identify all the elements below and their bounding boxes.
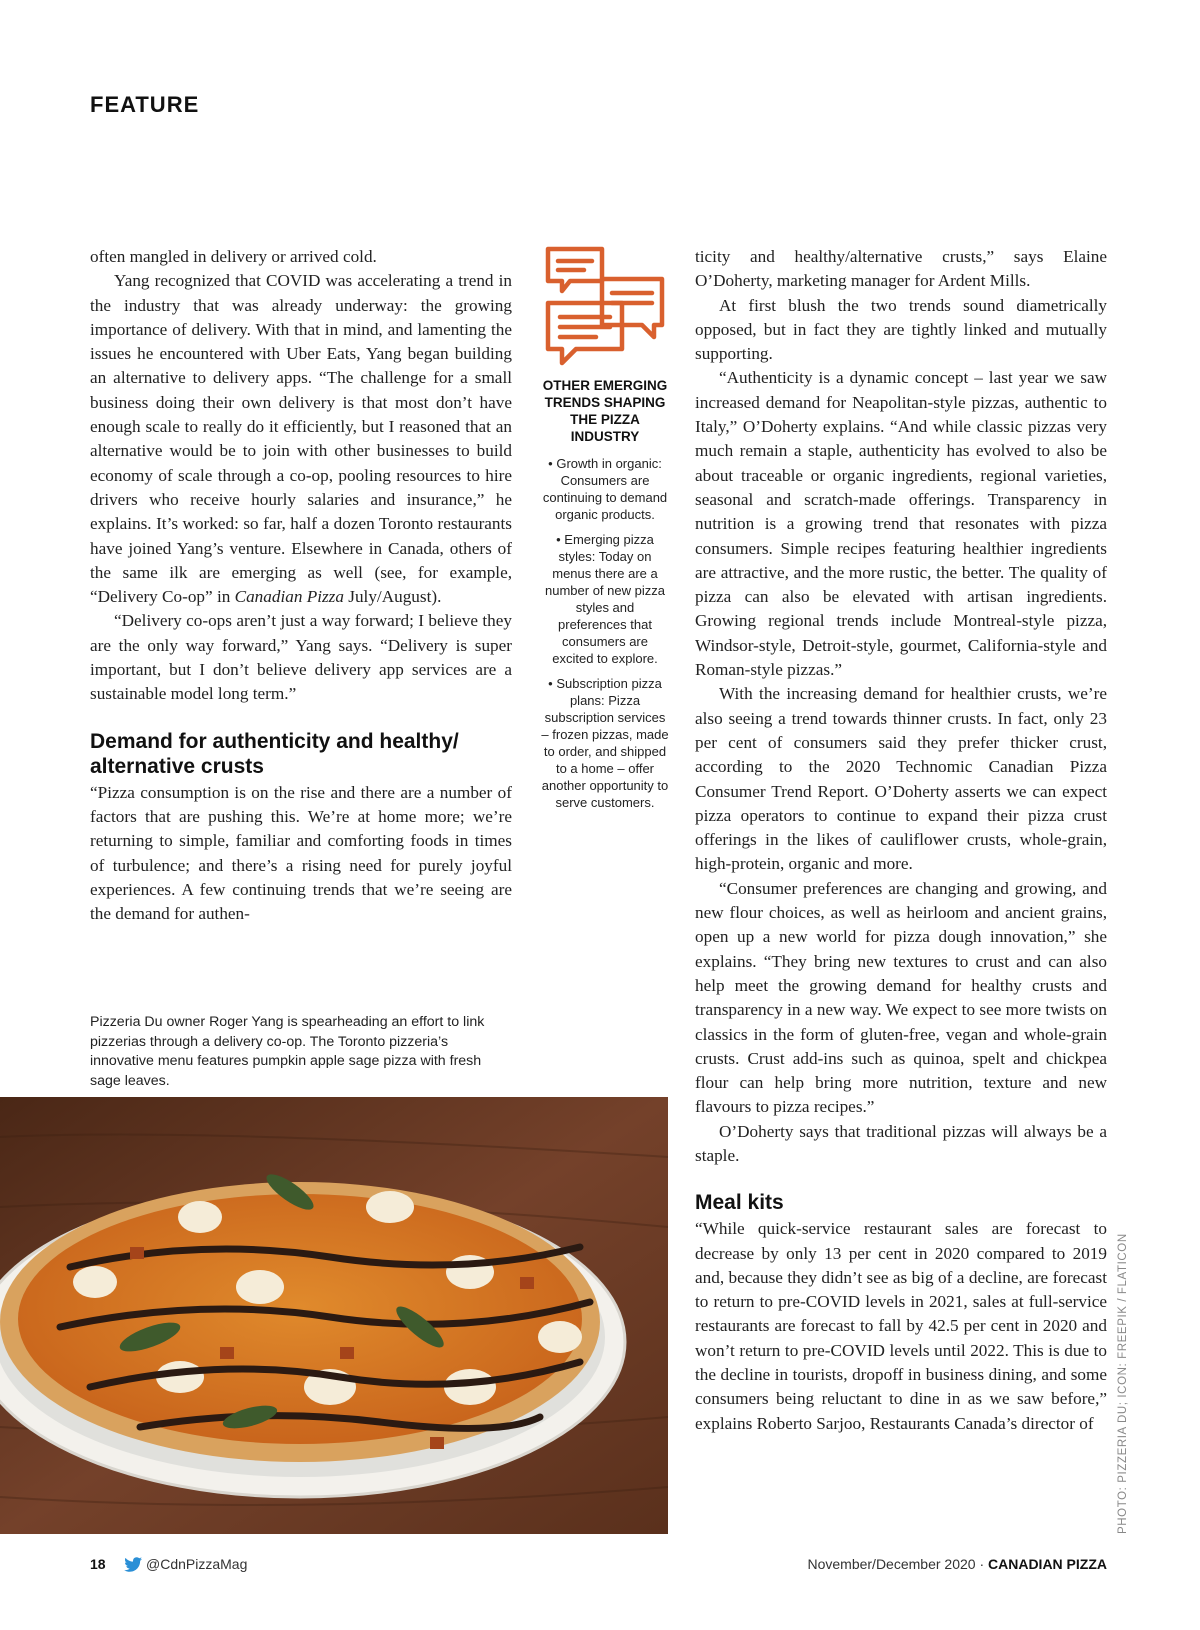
pizza-photo: [0, 1097, 668, 1534]
paragraph: “Authenticity is a dynamic concept – last year we saw increased demand for Neapolitan-style pizzas, authentic to Italy,” O’Doherty explains. “And while classic pizzas very much remain a staple, authenticity has evolved to also be about traceable or organic ingredients, regional varieties, seasonal and scratch-made offerings. Transparency in nutrition is a growing trend that resonates with pizza consumers. Simple recipes featuring healthier ingredients are attractive, and the more rustic, the better. The quality of pizza can also be elevated with artisan ingredients. Growing regional trends include Montreal-style pizza, Windsor-style, Detroit-style, gourmet, California-style and Roman-style pizzas.”: [695, 368, 1107, 680]
paragraph: “Delivery co-ops aren’t just a way forward; I believe they are the only way forward,” Yang says. “Delivery is super important, but I don’t believe delivery app services are a sustainable model long term.”: [90, 611, 512, 704]
subheading: Demand for authenticity and healthy/ alternative crusts: [90, 729, 459, 778]
social-handle[interactable]: [124, 1556, 247, 1572]
paragraph: ticity and healthy/alternative crusts,” says Elaine O’Doherty, marketing manager for Ardent Mills.: [695, 247, 1107, 291]
issue-info: [807, 1556, 1107, 1572]
paragraph: “Pizza consumption is on the rise and there are a number of factors that are pushing this. We’re at home more; we’re returning to simple, familiar and comforting foods in times of turbulence; and there’s a rising need for purely joyful experiences. A few continuing trends that we’re seeing are the demand for authen-: [90, 782, 512, 924]
paragraph: At first blush the two trends sound diametrically opposed, but in fact they are tightly linked and mutually supporting.: [695, 295, 1107, 364]
sidebar-item: • Emerging pizza styles: Today on menus there are a number of new pizza styles and preferences that consumers are excited to explore.: [545, 532, 665, 666]
sidebar-title: OTHER EMERGING TRENDS SHAPING THE PIZZA INDUSTRY: [542, 378, 668, 444]
paragraph: “While quick-service restaurant sales are forecast to decrease by only 13 per cent in 2020 compared to 2019 and, because they didn’t see as big of a decline, are forecast to return to pre-COVID levels in 2021, sales at full-service restaurants are forecast to fall by 42.5 per cent in 2020 and won’t return to pre-COVID levels until 2022. This is due to the decline in tourists, dropoff in business dining, and some consumers being reluctant to dine in as we saw before,” explains Roberto Sarjoo, Restaurants Canada’s director of: [695, 1219, 1107, 1433]
sidebar-item: • Growth in organic: Consumers are continuing to demand organic products.: [542, 456, 668, 522]
photo-caption: Pizzeria Du owner Roger Yang is spearheading an effort to link pizzerias through a delivery co-op. The Toronto pizzeria’s innovative menu features pumpkin apple sage pizza with fresh sage leaves.: [90, 1014, 485, 1089]
paragraph: often mangled in delivery or arrived cold.: [90, 247, 377, 266]
right-column: [695, 245, 1107, 1436]
paragraph: O’Doherty says that traditional pizzas will always be a staple.: [695, 1121, 1107, 1165]
photo-credit: PHOTO: PIZZERIA DU; ICON: FREEPIK / FLATICON: [1117, 1233, 1129, 1534]
social-handle-text: @CdnPizzaMag: [146, 1556, 248, 1572]
sidebar-item: • Subscription pizza plans: Pizza subscription services – frozen pizzas, made to order, and shipped to a home – offer another opportunity to serve customers.: [541, 676, 669, 810]
issue-date: November/December 2020 ·: [807, 1556, 988, 1572]
left-column: [90, 245, 512, 926]
chat-bubbles-icon: [542, 245, 668, 367]
subheading: Meal kits: [695, 1191, 784, 1215]
paragraph-text: Yang recognized that COVID was accelerating a trend in the industry that was already underway: the growing importance of delivery. With that in mind, and lamenting the issues he encountered with Uber Eats, Yang began building an alternative to delivery apps. “The challenge for a small business doing their own delivery is that most don’t have enough scale to really do it efficiently, but I reasoned that an alternative would be to join with other businesses to build economy of scale through a co-op, pooling resources to hire drivers who receive hourly salaries and insurance,” he explains. It’s worked: so far, half a dozen Toronto restaurants have joined Yang’s venture. Elsewhere in Canada, others of the same ilk are emerging as well (see, for example, “Delivery Co-op” in: [90, 271, 512, 607]
page-number: 18: [90, 1556, 106, 1572]
paragraph: With the increasing demand for healthier crusts, we’re also seeing a trend towards thinner crusts. In fact, only 23 per cent of consumers said they prefer thicker crust, according to the 2020 Technomic Canadian Pizza Consumer Trend Report. O’Doherty asserts we can expect pizza operators to continue to expand their pizza crust offerings in the likes of cauliflower crusts, whole-grain, high-protein, organic and more.: [695, 684, 1107, 874]
magazine-name: CANADIAN PIZZA: [988, 1556, 1107, 1572]
paragraph-text: July/August).: [343, 587, 442, 607]
twitter-bird-icon: [124, 1557, 142, 1572]
magazine-title-italic: Canadian Pizza: [234, 587, 344, 607]
trends-sidebar: [540, 245, 670, 819]
section-label: FEATURE: [90, 92, 200, 117]
paragraph: [90, 269, 512, 609]
paragraph: “Consumer preferences are changing and growing, and new flour choices, as well as heirloom and ancient grains, open up a new world for pizza dough innovation,” she explains. “They bring new textures to crust and can also help meet the growing demand for healthy crusts and transparency in a new way. We expect to see more twists on classics in the form of gluten-free, vegan and whole-grain crusts. Crust add-ins such as quinoa, spelt and chickpea flour can help bring more nutrition, texture and new flavours to pizza recipes.”: [695, 878, 1107, 1117]
